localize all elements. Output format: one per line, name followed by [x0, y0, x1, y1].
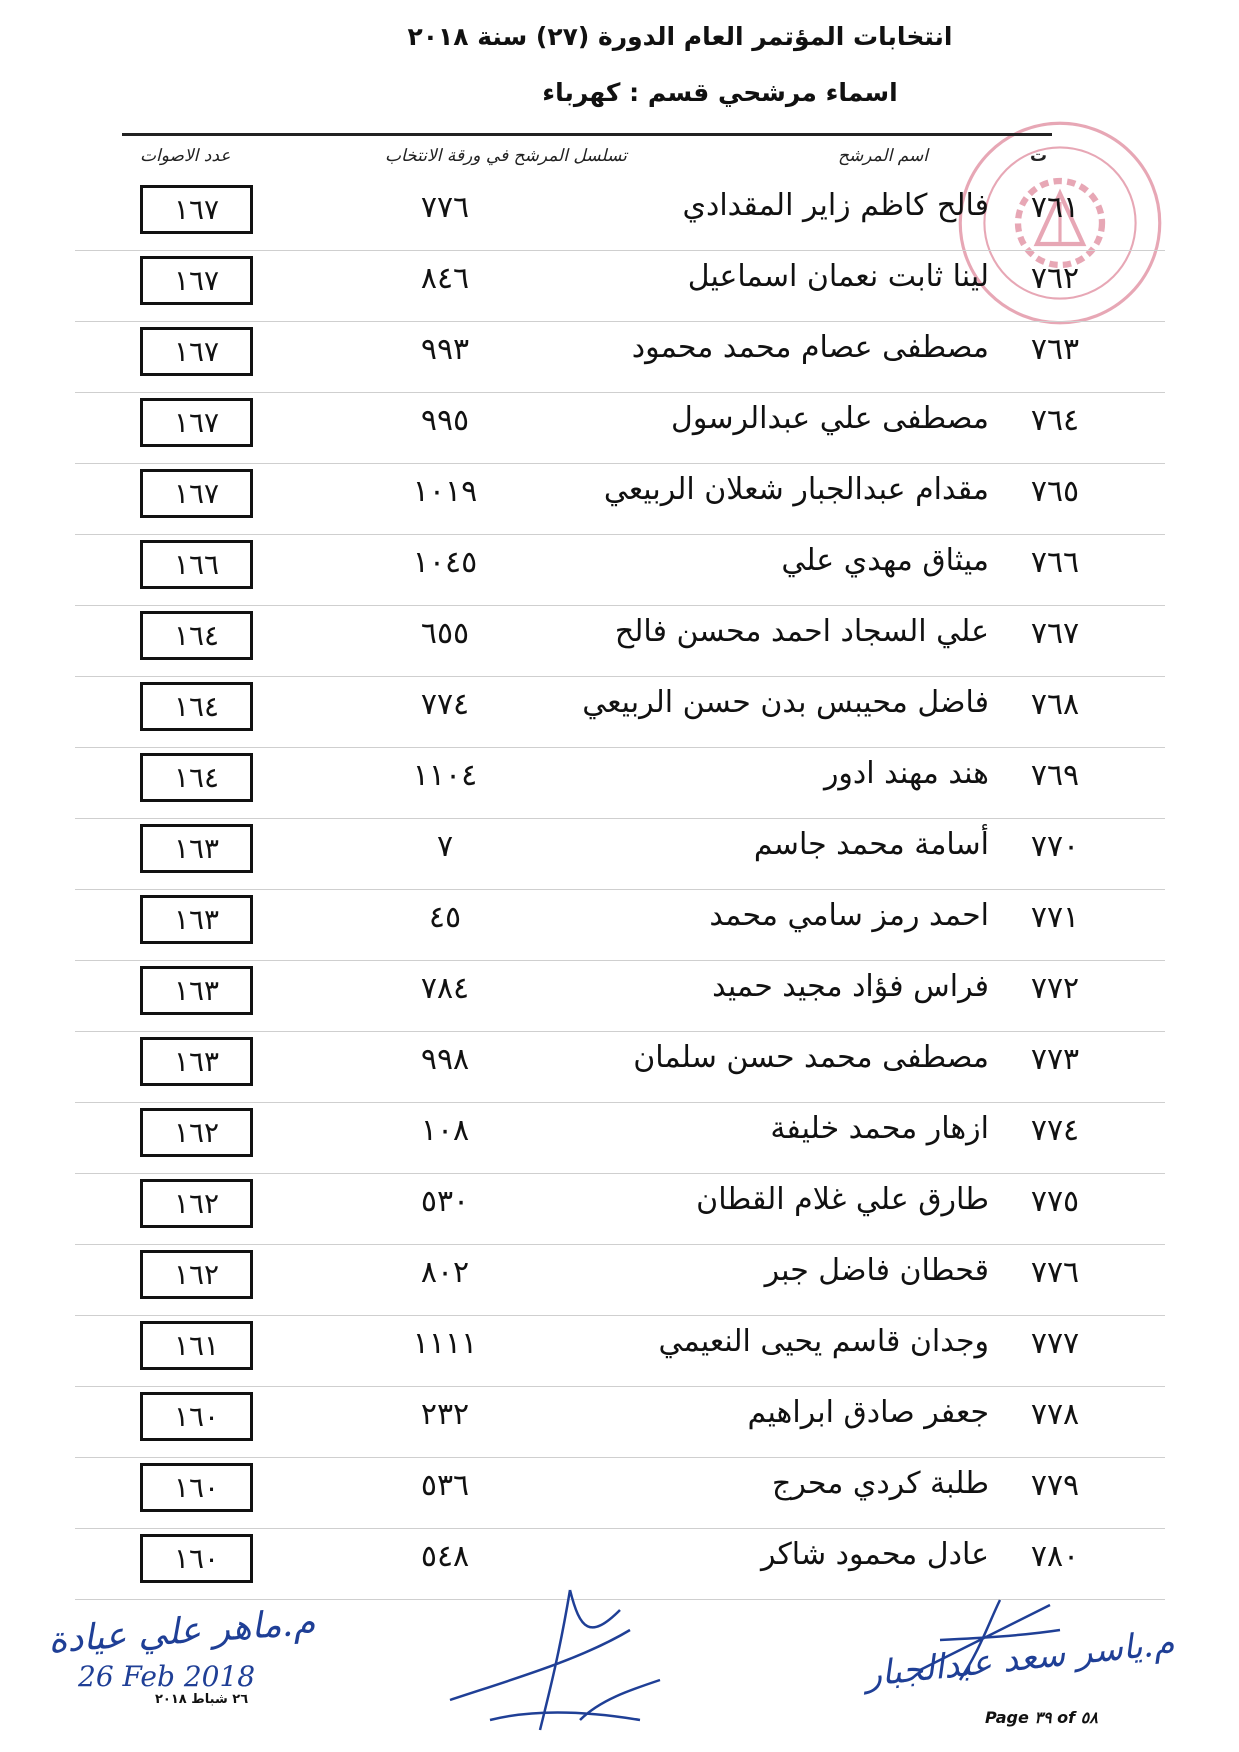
table-row	[0, 464, 1239, 535]
ballot-serial: ١١٠٤	[412, 758, 478, 793]
ballot-serial: ٩٩٨	[420, 1042, 470, 1077]
table-row	[0, 1032, 1239, 1103]
candidate-name: هند مهند ادور	[823, 756, 989, 791]
vote-count-box: ١٦٢	[140, 1108, 253, 1157]
ballot-serial: ٧	[436, 829, 454, 864]
row-number: ٧٧٦	[1030, 1255, 1080, 1290]
row-number: ٧٦١	[1030, 190, 1080, 225]
ballot-serial: ٥٣٠	[420, 1184, 470, 1219]
ballot-serial: ٦٥٥	[420, 616, 470, 651]
row-number: ٧٦٣	[1030, 332, 1080, 367]
candidate-name: ازهار محمد خليفة	[770, 1111, 989, 1146]
vote-count-box: ١٦٧	[140, 327, 253, 376]
ballot-serial: ٢٣٢	[420, 1397, 470, 1432]
ballot-serial: ١٠١٩	[412, 474, 478, 509]
candidate-name: جعفر صادق ابراهيم	[747, 1395, 989, 1430]
table-row	[0, 1316, 1239, 1387]
row-number: ٧٧٥	[1030, 1184, 1080, 1219]
candidate-name: مصطفى محمد حسن سلمان	[633, 1040, 989, 1075]
vote-count-box: ١٦١	[140, 1321, 253, 1370]
ballot-serial: ٧٧٤	[420, 687, 470, 722]
ballot-serial: ٥٣٦	[420, 1468, 470, 1503]
candidate-name: مصطفى علي عبدالرسول	[671, 401, 989, 436]
row-number: ٧٧٢	[1030, 971, 1080, 1006]
ballot-serial: ١٠٤٥	[412, 545, 478, 580]
table-row	[0, 606, 1239, 677]
row-number: ٧٦٩	[1030, 758, 1080, 793]
vote-count-box: ١٦٧	[140, 469, 253, 518]
vote-count-box: ١٦٤	[140, 753, 253, 802]
table-row	[0, 322, 1239, 393]
row-number: ٧٦٥	[1030, 474, 1080, 509]
ballot-serial: ٧٧٦	[420, 190, 470, 225]
ballot-serial: ٤٥	[428, 900, 462, 935]
row-number: ٧٧٤	[1030, 1113, 1080, 1148]
candidate-name: طارق علي غلام القطان	[696, 1182, 989, 1217]
candidate-name: قحطان فاضل جبر	[764, 1253, 989, 1288]
candidate-name: مصطفى عصام محمد محمود	[631, 330, 989, 365]
table-row	[0, 393, 1239, 464]
candidate-name: لينا ثابت نعمان اسماعيل	[687, 259, 989, 294]
vote-count-box: ١٦٠	[140, 1534, 253, 1583]
table-row	[0, 819, 1239, 890]
column-header-number: ت	[1030, 146, 1048, 166]
row-number: ٧٧٧	[1030, 1326, 1080, 1361]
vote-count-box: ١٦٦	[140, 540, 253, 589]
table-row	[0, 961, 1239, 1032]
signature-middle-icon	[430, 1570, 690, 1745]
ballot-serial: ٨٤٦	[420, 261, 470, 296]
vote-count-box: ١٦٣	[140, 895, 253, 944]
table-row	[0, 1458, 1239, 1529]
table-row	[0, 677, 1239, 748]
ballot-serial: ٨٠٢	[420, 1255, 470, 1290]
table-row	[0, 890, 1239, 961]
row-number: ٧٧٩	[1030, 1468, 1080, 1503]
vote-count-box: ١٦٢	[140, 1179, 253, 1228]
stamp-date: ٢٦ شباط ٢٠١٨	[155, 1692, 249, 1707]
table-row	[0, 180, 1239, 251]
ballot-serial: ١٠٨	[420, 1113, 470, 1148]
table-row	[0, 748, 1239, 819]
signature-left: م.ماهر علي عيادة	[46, 1601, 317, 1662]
row-number: ٧٦٢	[1030, 261, 1080, 296]
vote-count-box: ١٦٤	[140, 611, 253, 660]
column-header-serial: تسلسل المرشح في ورقة الانتخاب	[385, 146, 627, 166]
table-row	[0, 251, 1239, 322]
column-header-votes: عدد الاصوات	[140, 146, 231, 166]
vote-count-box: ١٦٣	[140, 824, 253, 873]
row-number: ٧٧١	[1030, 900, 1080, 935]
row-number: ٧٦٨	[1030, 687, 1080, 722]
table-row	[0, 1103, 1239, 1174]
table-row	[0, 1174, 1239, 1245]
candidate-name: عادل محمود شاكر	[760, 1537, 989, 1572]
row-number: ٧٦٦	[1030, 545, 1080, 580]
ballot-serial: ٧٨٤	[420, 971, 470, 1006]
candidate-name: مقدام عبدالجبار شعلان الربيعي	[603, 472, 989, 507]
candidate-name: فراس فؤاد مجيد حميد	[712, 969, 989, 1004]
ballot-serial: ١١١١	[412, 1326, 478, 1361]
header-rule	[122, 133, 1052, 136]
vote-count-box: ١٦٠	[140, 1392, 253, 1441]
vote-count-box: ١٦٢	[140, 1250, 253, 1299]
vote-count-box: ١٦٧	[140, 185, 253, 234]
vote-count-box: ١٦٤	[140, 682, 253, 731]
table-row	[0, 1245, 1239, 1316]
candidate-name: فالح كاظم زاير المقدادي	[682, 188, 989, 223]
column-header-name: اسم المرشح	[838, 146, 929, 166]
candidate-name: علي السجاد احمد محسن فالح	[614, 614, 989, 649]
candidate-name: وجدان قاسم يحيى النعيمي	[658, 1324, 989, 1359]
vote-count-box: ١٦٧	[140, 398, 253, 447]
ballot-serial: ٩٩٣	[420, 332, 470, 367]
vote-count-box: ١٦٣	[140, 1037, 253, 1086]
table-row	[0, 1387, 1239, 1458]
vote-count-box: ١٦٣	[140, 966, 253, 1015]
document-subtitle: اسماء مرشحي قسم : كهرباء	[542, 78, 898, 107]
ballot-serial: ٩٩٥	[420, 403, 470, 438]
vote-count-box: ١٦٧	[140, 256, 253, 305]
row-number: ٧٧٣	[1030, 1042, 1080, 1077]
candidate-name: احمد رمز سامي محمد	[709, 898, 989, 933]
table-row	[0, 535, 1239, 606]
row-number: ٧٧٠	[1030, 829, 1080, 864]
row-number: ٧٦٧	[1030, 616, 1080, 651]
row-number: ٧٨٠	[1030, 1539, 1080, 1574]
vote-count-box: ١٦٠	[140, 1463, 253, 1512]
candidate-name: طلبة كردي محرج	[771, 1466, 989, 1501]
signature-left-date: 26 Feb 2018	[78, 1660, 256, 1693]
row-number: ٧٧٨	[1030, 1397, 1080, 1432]
document-title: انتخابات المؤتمر العام الدورة (٢٧) سنة ٢٠١٨	[407, 22, 953, 51]
candidate-name: ميثاق مهدي علي	[781, 543, 989, 578]
candidate-name: فاضل محيبس بدن حسن الربيعي	[582, 685, 989, 720]
row-number: ٧٦٤	[1030, 403, 1080, 438]
ballot-serial: ٥٤٨	[420, 1539, 470, 1574]
signature-right: م.ياسر سعد عبدالجبار	[863, 1622, 1177, 1696]
page-number: Page ٣٩ of ٥٨	[985, 1708, 1098, 1727]
candidate-name: أسامة محمد جاسم	[753, 827, 989, 862]
candidates-table	[0, 180, 1239, 1600]
